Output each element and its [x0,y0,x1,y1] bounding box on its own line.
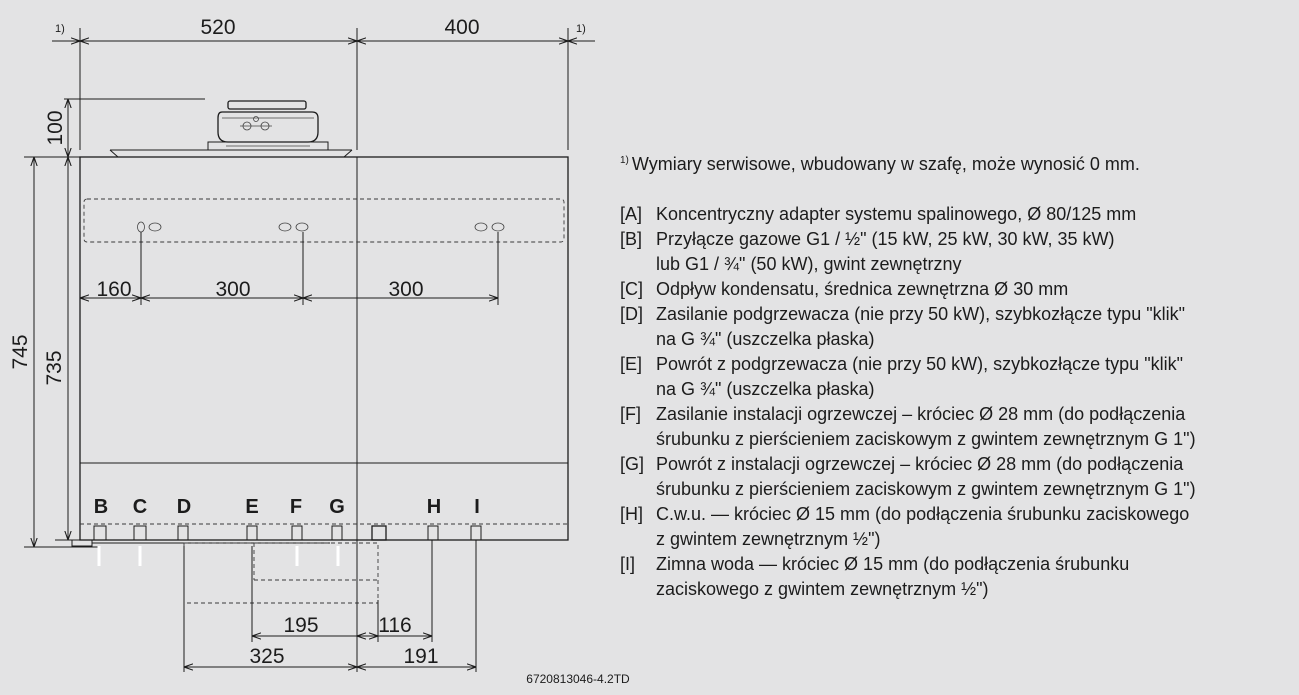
footnote-mark-right: 1) [576,23,586,35]
legend-description-line: śrubunku z pierścieniem zaciskowym z gwintem zewnętrznym G 1") [656,479,1196,499]
legend-footnote-text: Wymiary serwisowe, wbudowany w szafę, może wynosić 0 mm. [631,154,1140,174]
dim-195: 195 [283,614,319,637]
footnote-mark-left: 1) [55,23,65,35]
dim-400: 400 [444,16,480,39]
dim-191: 191 [403,645,439,668]
legend-key: [A] [620,204,643,224]
dim-520: 520 [200,16,236,39]
legend-description [656,277,1295,302]
legend-item-h [620,502,1295,552]
connection-labels [94,496,480,518]
legend-key: [G] [620,454,645,474]
legend-key: [H] [620,504,644,524]
legend-description-line: Odpływ kondensatu, średnica zewnętrzna Ø 30 mm [656,279,1069,299]
boiler-dimension-drawing [0,0,630,695]
legend-description-line: lub G1 / ¾" (50 kW), gwint zewnętrzny [656,254,962,274]
legend-items [620,202,1295,602]
boiler-body [72,157,568,546]
connection-label-d: D [176,496,192,518]
bottom-dimensions [184,540,476,672]
legend-key: [F] [620,404,641,424]
dim-100: 100 [44,110,67,146]
legend-description-line: Przyłącze gazowe G1 / ½" (15 kW, 25 kW, 30 kW, 35 kW) [656,229,1115,249]
legend-description [656,552,1295,602]
dim-116: 116 [378,614,412,637]
dim-300-a: 300 [215,278,251,301]
legend-key: [I] [620,554,636,574]
legend-description-line: Powrót z instalacji ogrzewczej – króciec Ø 28 mm (do podłączenia [656,454,1184,474]
legend-item-e [620,352,1295,402]
dim-325: 325 [249,645,285,668]
legend-footnote [620,148,1295,177]
legend-key: [E] [620,354,643,374]
connection-label-f: F [289,496,303,518]
legend-description [656,402,1295,452]
legend-description-line: zaciskowego z gwintem zewnętrznym ½") [656,579,989,599]
legend-description-line: Koncentryczny adapter systemu spalinowego, Ø 80/125 mm [656,204,1137,224]
legend-description [656,227,1295,277]
legend-description [656,302,1295,352]
legend-item-i [620,552,1295,602]
drawing-code: 6720813046-4.2TD [526,672,630,686]
connection-label-c: C [132,496,148,518]
top-dimensions [52,16,595,150]
bottom-connectors [94,526,481,603]
rear-connection-dimensions [80,232,498,305]
legend-description-line: na G ¾" (uszczelka płaska) [656,379,875,399]
legend-description-line: C.w.u. — króciec Ø 15 mm (do podłączenia śrubunku zaciskowego [656,504,1190,524]
connection-label-g: G [329,496,345,518]
legend-item-f [620,402,1295,452]
legend-description [656,502,1295,552]
legend-footnote-mark: 1) [620,155,629,166]
legend-key: [C] [620,279,644,299]
left-dimensions [9,99,205,547]
legend-description-line: z gwintem zewnętrznym ½") [656,529,881,549]
legend-description-line: Zasilanie instalacji ogrzewczej – króciec Ø 28 mm (do podłączenia [656,404,1186,424]
legend-item-b [620,227,1295,277]
connection-label-e: E [245,496,259,518]
legend-item-a [620,202,1295,227]
connection-label-h: H [426,496,442,518]
legend-description [656,452,1295,502]
dim-300-b: 300 [388,278,424,301]
legend-description-line: Powrót z podgrzewacza (nie przy 50 kW), szybkozłącze typu "klik" [656,354,1183,374]
legend [620,148,1295,602]
legend-key: [D] [620,304,644,324]
legend-item-g [620,452,1295,502]
legend-key: [B] [620,229,643,249]
dim-735: 735 [43,350,66,386]
legend-description-line: Zimna woda — króciec Ø 15 mm (do podłączenia śrubunku [656,554,1130,574]
dim-160: 160 [96,278,132,301]
legend-description [656,202,1295,227]
legend-item-d [620,302,1295,352]
connection-label-b: B [93,496,109,518]
connection-label-i: I [474,496,480,518]
legend-description-line: Zasilanie podgrzewacza (nie przy 50 kW), szybkozłącze typu "klik" [656,304,1185,324]
legend-description-line: śrubunku z pierścieniem zaciskowym z gwintem zewnętrznym G 1") [656,429,1196,449]
dim-745: 745 [9,334,32,370]
legend-description-line: na G ¾" (uszczelka płaska) [656,329,875,349]
flue-adapter [110,101,352,157]
legend-description [656,352,1295,402]
legend-item-c [620,277,1295,302]
